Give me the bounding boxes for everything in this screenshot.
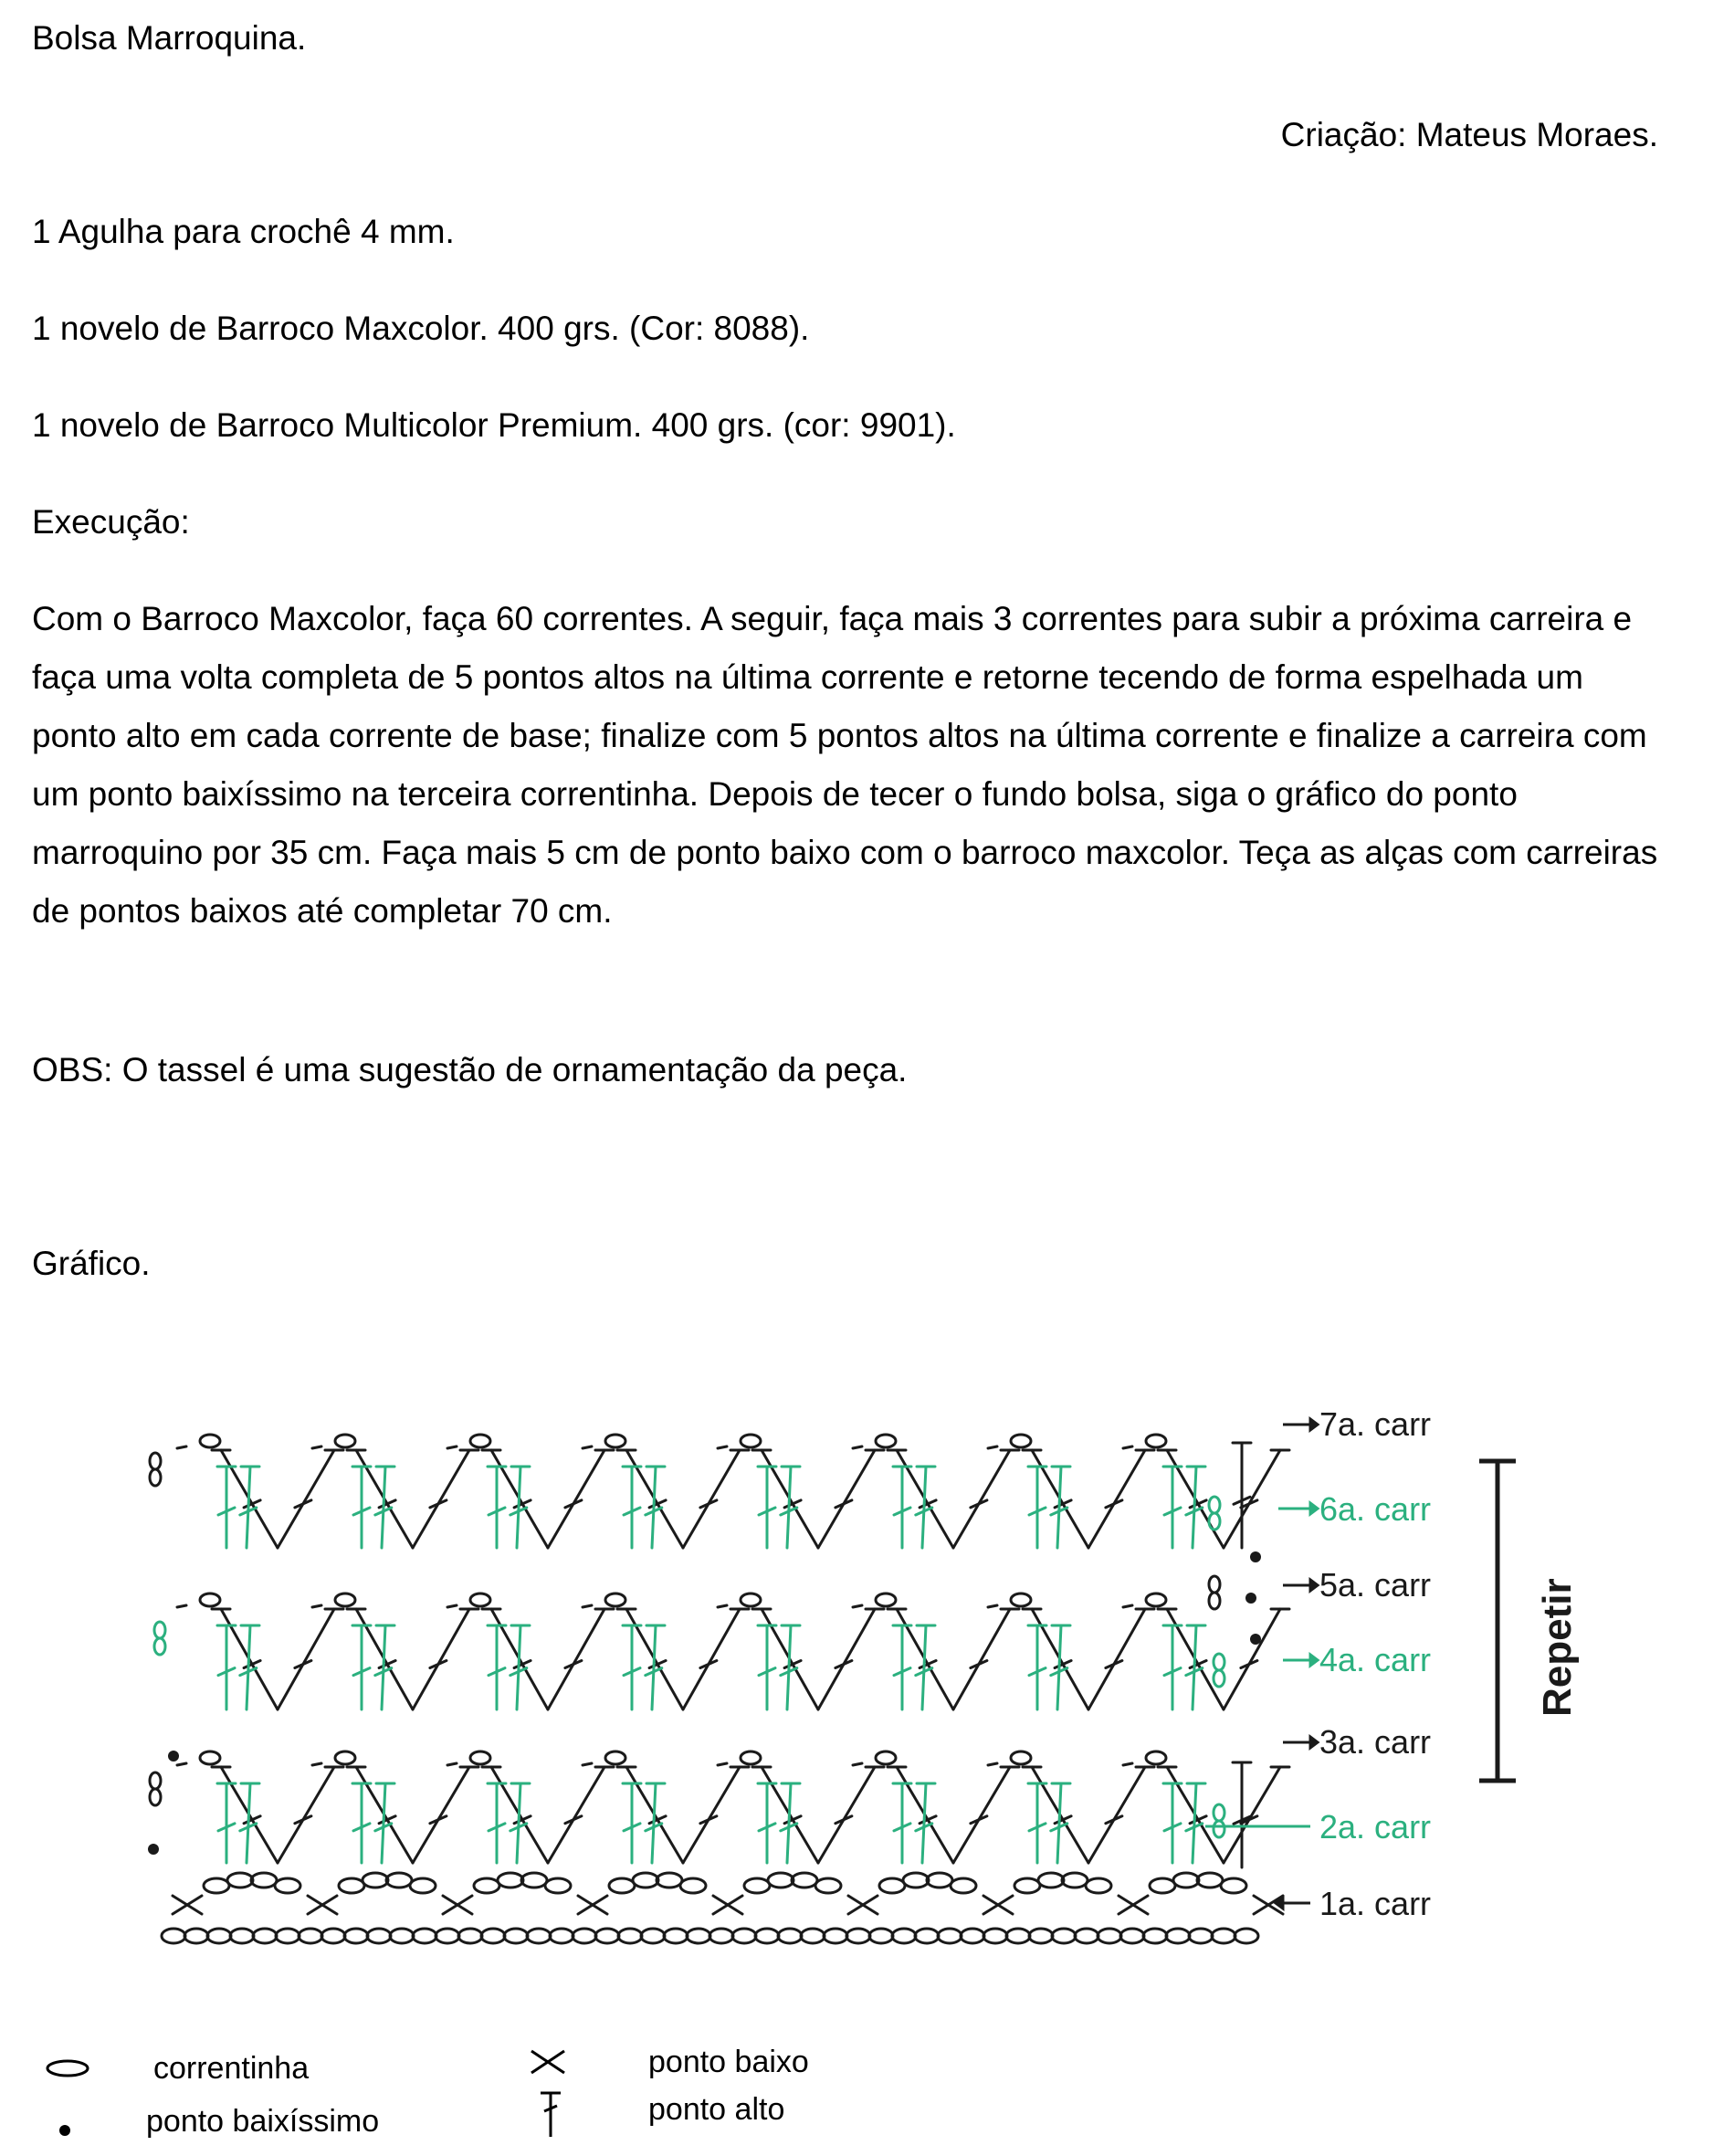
- slip-stitch: [1250, 1551, 1261, 1562]
- chain-stitch: [1011, 1435, 1031, 1447]
- chain-stitch: [470, 1593, 490, 1606]
- double-crochet-stitch: [517, 1783, 520, 1863]
- slip-stitch-icon: [51, 2117, 79, 2144]
- double-crochet-top: [447, 1605, 457, 1607]
- chain-stitch: [458, 1929, 482, 1943]
- chain-stitch: [741, 1593, 761, 1606]
- double-crochet-top: [177, 1446, 186, 1448]
- double-crochet-stitch: [818, 1450, 875, 1548]
- double-crochet-stitch: [548, 1767, 604, 1863]
- chain-stitch: [1014, 1878, 1040, 1893]
- chain-stitch: [1011, 1593, 1031, 1606]
- double-crochet-stitch: [1057, 1625, 1061, 1709]
- chain-stitch: [1006, 1929, 1030, 1943]
- chain-stitch: [527, 1929, 551, 1943]
- repeat-bracket: [1479, 1461, 1516, 1781]
- double-crochet-stitch: [1057, 1783, 1061, 1863]
- double-crochet-stitch: [1193, 1783, 1196, 1863]
- double-crochet-top: [718, 1446, 727, 1448]
- double-crochet-top: [583, 1605, 592, 1607]
- double-crochet-stitch: [1193, 1467, 1196, 1548]
- chain-stitch: [687, 1929, 710, 1943]
- document-title: Bolsa Marroquina.: [32, 19, 307, 57]
- chain-stitch: [200, 1593, 220, 1606]
- double-crochet-top: [853, 1763, 862, 1765]
- chain-stitch: [595, 1929, 619, 1943]
- chain-stitch: [276, 1929, 300, 1943]
- chain-stitch: [664, 1929, 688, 1943]
- chain-stitch: [150, 1469, 161, 1486]
- slip-stitch: [1250, 1634, 1261, 1645]
- chain-stitch: [732, 1929, 756, 1943]
- chain-stitch: [792, 1873, 817, 1888]
- chain-stitch: [321, 1929, 345, 1943]
- chain-stitch: [1214, 1654, 1224, 1670]
- double-crochet-stitch: [953, 1450, 1010, 1548]
- chain-stitch: [154, 1638, 165, 1655]
- double-crochet-stitch: [413, 1450, 469, 1548]
- execution-text: Com o Barroco Maxcolor, faça 60 correntes. A seguir, faça mais 3 correntes para subir a próxima carreira e faça uma volta completa de 5 pontos altos na última corrente e retorne tecendo de forma espelhada um ponto alto em cada corrente de base; finalize com 5 pontos altos na última corrente e finalize a carreira com um ponto baixíssimo na terceira correntinha. Depois de tecer o fundo bolsa, siga o gráfico do ponto marroquino por 35 cm. Faça mais 5 cm de ponto baixo com o barroco maxcolor. Teça as alças com carreiras de pontos baixos até completar 70 cm.: [32, 600, 1658, 930]
- double-crochet-stitch: [1057, 1467, 1061, 1548]
- legend-label-single: ponto baixo: [648, 2045, 809, 2079]
- chain-stitch: [1146, 1593, 1166, 1606]
- row-label-1: 1a. carr: [1319, 1885, 1432, 1922]
- diagram-stitches: [148, 1435, 1289, 1943]
- chain-stitch: [367, 1929, 391, 1943]
- chain-stitch: [154, 1622, 165, 1638]
- chain-stitch: [335, 1593, 355, 1606]
- chain-stitch: [801, 1929, 825, 1943]
- row-label-6: 6a. carr: [1319, 1490, 1432, 1528]
- chain-stitch: [778, 1929, 802, 1943]
- chain-stitch: [230, 1929, 254, 1943]
- chain-stitch: [815, 1878, 841, 1893]
- chain-stitch: [253, 1929, 277, 1943]
- chain-stitch: [1075, 1929, 1098, 1943]
- chain-stitch: [741, 1751, 761, 1764]
- chain-stitch: [344, 1929, 368, 1943]
- chain-stitch: [768, 1873, 793, 1888]
- double-crochet-top: [1123, 1763, 1132, 1765]
- chain-stitch: [1214, 1821, 1224, 1837]
- chain-stitch: [1212, 1929, 1235, 1943]
- chain-stitch: [436, 1929, 459, 1943]
- chain-stitch: [1197, 1873, 1223, 1888]
- chain-stitch: [1146, 1751, 1166, 1764]
- double-crochet-top: [988, 1446, 997, 1448]
- double-crochet-top: [988, 1605, 997, 1607]
- double-crochet-stitch: [953, 1767, 1010, 1863]
- chain-stitch: [498, 1873, 523, 1888]
- double-crochet-stitch: [683, 1450, 740, 1548]
- chain-stitch: [363, 1873, 388, 1888]
- chain-stitch: [1173, 1873, 1199, 1888]
- chain-stitch: [605, 1593, 625, 1606]
- chain-stitch: [1029, 1929, 1053, 1943]
- chain-stitch: [339, 1878, 364, 1893]
- chain-stitch: [680, 1878, 706, 1893]
- double-crochet-top: [447, 1446, 457, 1448]
- double-crochet-stitch: [922, 1625, 926, 1709]
- chain-stitch: [876, 1593, 896, 1606]
- chain-stitch: [335, 1751, 355, 1764]
- chain-stitch: [1086, 1878, 1111, 1893]
- double-crochet-top: [177, 1763, 186, 1765]
- chain-stitch: [251, 1873, 277, 1888]
- row-label-3: 3a. carr: [1319, 1723, 1432, 1761]
- chain-stitch: [755, 1929, 779, 1943]
- chain-stitch: [876, 1751, 896, 1764]
- chain-stitch: [1235, 1929, 1258, 1943]
- chain-stitch: [1143, 1929, 1167, 1943]
- double-crochet-stitch: [517, 1467, 520, 1548]
- repeat-label: Repetir: [1535, 1578, 1580, 1717]
- chain-stitch: [204, 1878, 229, 1893]
- double-crochet-stitch: [278, 1767, 334, 1863]
- double-crochet-stitch: [247, 1783, 250, 1863]
- double-crochet-stitch: [548, 1450, 604, 1548]
- chain-stitch: [641, 1929, 665, 1943]
- chain-stitch: [504, 1929, 528, 1943]
- chain-stitch: [474, 1878, 499, 1893]
- chain-stitch: [470, 1435, 490, 1447]
- chain-stitch: [470, 1751, 490, 1764]
- single-crochet-icon: [528, 2044, 568, 2080]
- chain-stitch: [1098, 1929, 1121, 1943]
- slip-stitch: [168, 1751, 179, 1762]
- chain-stitch: [1052, 1929, 1076, 1943]
- double-crochet-stitch: [382, 1625, 385, 1709]
- chain-stitch: [605, 1751, 625, 1764]
- row-label-7: 7a. carr: [1319, 1405, 1432, 1443]
- chain-stitch: [413, 1929, 436, 1943]
- chain-stitch: [915, 1929, 939, 1943]
- slip-stitch: [1245, 1593, 1256, 1604]
- double-crochet-top: [1123, 1605, 1132, 1607]
- chain-stitch: [1011, 1751, 1031, 1764]
- material-item: 1 Agulha para crochê 4 mm.: [32, 213, 455, 250]
- double-crochet-stitch: [247, 1467, 250, 1548]
- chain-stitch: [846, 1929, 870, 1943]
- double-crochet-top: [312, 1605, 321, 1607]
- double-crochet-stitch: [382, 1783, 385, 1863]
- double-crochet-top: [1123, 1446, 1132, 1448]
- legend-label-double: ponto alto: [648, 2092, 785, 2127]
- chain-stitch: [227, 1873, 253, 1888]
- chain-stitch: [961, 1929, 984, 1943]
- double-crochet-stitch: [787, 1467, 791, 1548]
- double-crochet-top: [583, 1446, 592, 1448]
- chain-stitch: [633, 1873, 658, 1888]
- chain-stitch: [1209, 1513, 1220, 1530]
- chain-stitch: [390, 1929, 414, 1943]
- chain-stitch: [657, 1873, 682, 1888]
- chain-stitch: [1221, 1878, 1246, 1893]
- double-crochet-stitch: [652, 1467, 656, 1548]
- chain-stitch: [869, 1929, 893, 1943]
- crochet-diagram: [146, 1351, 1607, 1972]
- chain-stitch: [938, 1929, 962, 1943]
- chain-stitch: [876, 1435, 896, 1447]
- chain-stitch: [1166, 1929, 1190, 1943]
- double-crochet-stitch: [1224, 1450, 1280, 1548]
- chain-stitch: [1189, 1929, 1213, 1943]
- double-crochet-stitch: [1193, 1625, 1196, 1709]
- chain-stitch: [741, 1435, 761, 1447]
- chain-stitch: [1150, 1878, 1175, 1893]
- chain-stitch: [1209, 1576, 1220, 1593]
- chain-stitch: [618, 1929, 642, 1943]
- chain-stitch: [1214, 1804, 1224, 1821]
- double-crochet-top: [718, 1605, 727, 1607]
- double-crochet-stitch: [382, 1467, 385, 1548]
- chain-stitch: [299, 1929, 322, 1943]
- chain-stitch: [207, 1929, 231, 1943]
- row-label-2: 2a. carr: [1319, 1808, 1432, 1846]
- chain-stitch: [335, 1435, 355, 1447]
- double-crochet-top: [447, 1763, 457, 1765]
- chain-stitch: [184, 1929, 208, 1943]
- double-crochet-stitch: [1088, 1609, 1145, 1709]
- double-crochet-stitch: [1088, 1767, 1145, 1863]
- double-crochet-stitch: [1224, 1767, 1280, 1863]
- chain-stitch: [200, 1435, 220, 1447]
- double-crochet-stitch: [683, 1609, 740, 1709]
- double-crochet-stitch: [787, 1625, 791, 1709]
- chain-stitch: [951, 1878, 976, 1893]
- legend-label-slip: ponto baixíssimo: [146, 2104, 380, 2139]
- row-labels: [1319, 1405, 1431, 1922]
- chain-stitch: [983, 1929, 1007, 1943]
- double-crochet-stitch: [652, 1625, 656, 1709]
- chain-stitch: [162, 1929, 185, 1943]
- chain-stitch: [1062, 1873, 1088, 1888]
- chain-stitch: [150, 1772, 161, 1789]
- double-crochet-stitch: [548, 1609, 604, 1709]
- chain-stitch: [386, 1873, 412, 1888]
- double-crochet-stitch: [247, 1625, 250, 1709]
- chain-stitch: [744, 1878, 770, 1893]
- chain-stitch-icon: [40, 2055, 95, 2082]
- double-crochet-stitch: [517, 1625, 520, 1709]
- double-crochet-top: [583, 1763, 592, 1765]
- slip-stitch: [148, 1844, 159, 1855]
- chain-stitch: [200, 1751, 220, 1764]
- double-crochet-stitch: [922, 1467, 926, 1548]
- chain-stitch: [879, 1878, 905, 1893]
- chain-stitch: [550, 1929, 573, 1943]
- chain-stitch: [410, 1878, 436, 1893]
- chain-stitch: [892, 1929, 916, 1943]
- row-label-4: 4a. carr: [1319, 1641, 1432, 1678]
- double-crochet-stitch: [278, 1450, 334, 1548]
- chain-stitch: [824, 1929, 847, 1943]
- double-crochet-top: [853, 1446, 862, 1448]
- chain-stitch: [605, 1435, 625, 1447]
- double-crochet-stitch: [413, 1767, 469, 1863]
- obs-note: OBS: O tassel é uma sugestão de ornamentação da peça.: [32, 1051, 908, 1089]
- double-crochet-stitch: [818, 1767, 875, 1863]
- chart-heading: Gráfico.: [32, 1245, 151, 1282]
- double-crochet-top: [312, 1446, 321, 1448]
- chain-stitch: [545, 1878, 571, 1893]
- double-crochet-stitch: [413, 1609, 469, 1709]
- chain-stitch: [1214, 1670, 1224, 1687]
- row-label-5: 5a. carr: [1319, 1566, 1432, 1604]
- material-item: 1 novelo de Barroco Maxcolor. 400 grs. (Cor: 8088).: [32, 310, 810, 347]
- double-crochet-stitch: [683, 1767, 740, 1863]
- chain-stitch: [481, 1929, 505, 1943]
- double-crochet-stitch: [278, 1609, 334, 1709]
- chain-stitch: [521, 1873, 547, 1888]
- double-crochet-icon: [537, 2088, 564, 2139]
- double-crochet-top: [853, 1605, 862, 1607]
- chain-stitch: [1209, 1497, 1220, 1513]
- chain-stitch: [275, 1878, 300, 1893]
- double-crochet-stitch: [818, 1609, 875, 1709]
- chain-stitch: [1209, 1593, 1220, 1609]
- chain-stitch: [150, 1789, 161, 1805]
- double-crochet-stitch: [922, 1783, 926, 1863]
- double-crochet-stitch: [787, 1783, 791, 1863]
- chain-stitch: [150, 1453, 161, 1469]
- author-credit: Criação: Mateus Moraes.: [1280, 116, 1658, 153]
- double-crochet-top: [718, 1763, 727, 1765]
- execution-heading: Execução:: [32, 503, 190, 541]
- double-crochet-stitch: [1088, 1450, 1145, 1548]
- chain-stitch: [1146, 1435, 1166, 1447]
- double-crochet-stitch: [652, 1783, 656, 1863]
- chain-stitch: [1120, 1929, 1144, 1943]
- double-crochet-top: [177, 1605, 186, 1607]
- chain-stitch: [903, 1873, 929, 1888]
- chain-stitch: [609, 1878, 635, 1893]
- double-crochet-top: [312, 1763, 321, 1765]
- chain-stitch: [927, 1873, 952, 1888]
- chain-stitch: [1038, 1873, 1064, 1888]
- legend-label-chain: correntinha: [153, 2051, 310, 2086]
- chain-stitch: [573, 1929, 596, 1943]
- double-crochet-stitch: [953, 1609, 1010, 1709]
- double-crochet-stitch: [1224, 1609, 1280, 1709]
- chain-stitch: [709, 1929, 733, 1943]
- material-item: 1 novelo de Barroco Multicolor Premium. 400 grs. (cor: 9901).: [32, 406, 956, 444]
- double-crochet-top: [988, 1763, 997, 1765]
